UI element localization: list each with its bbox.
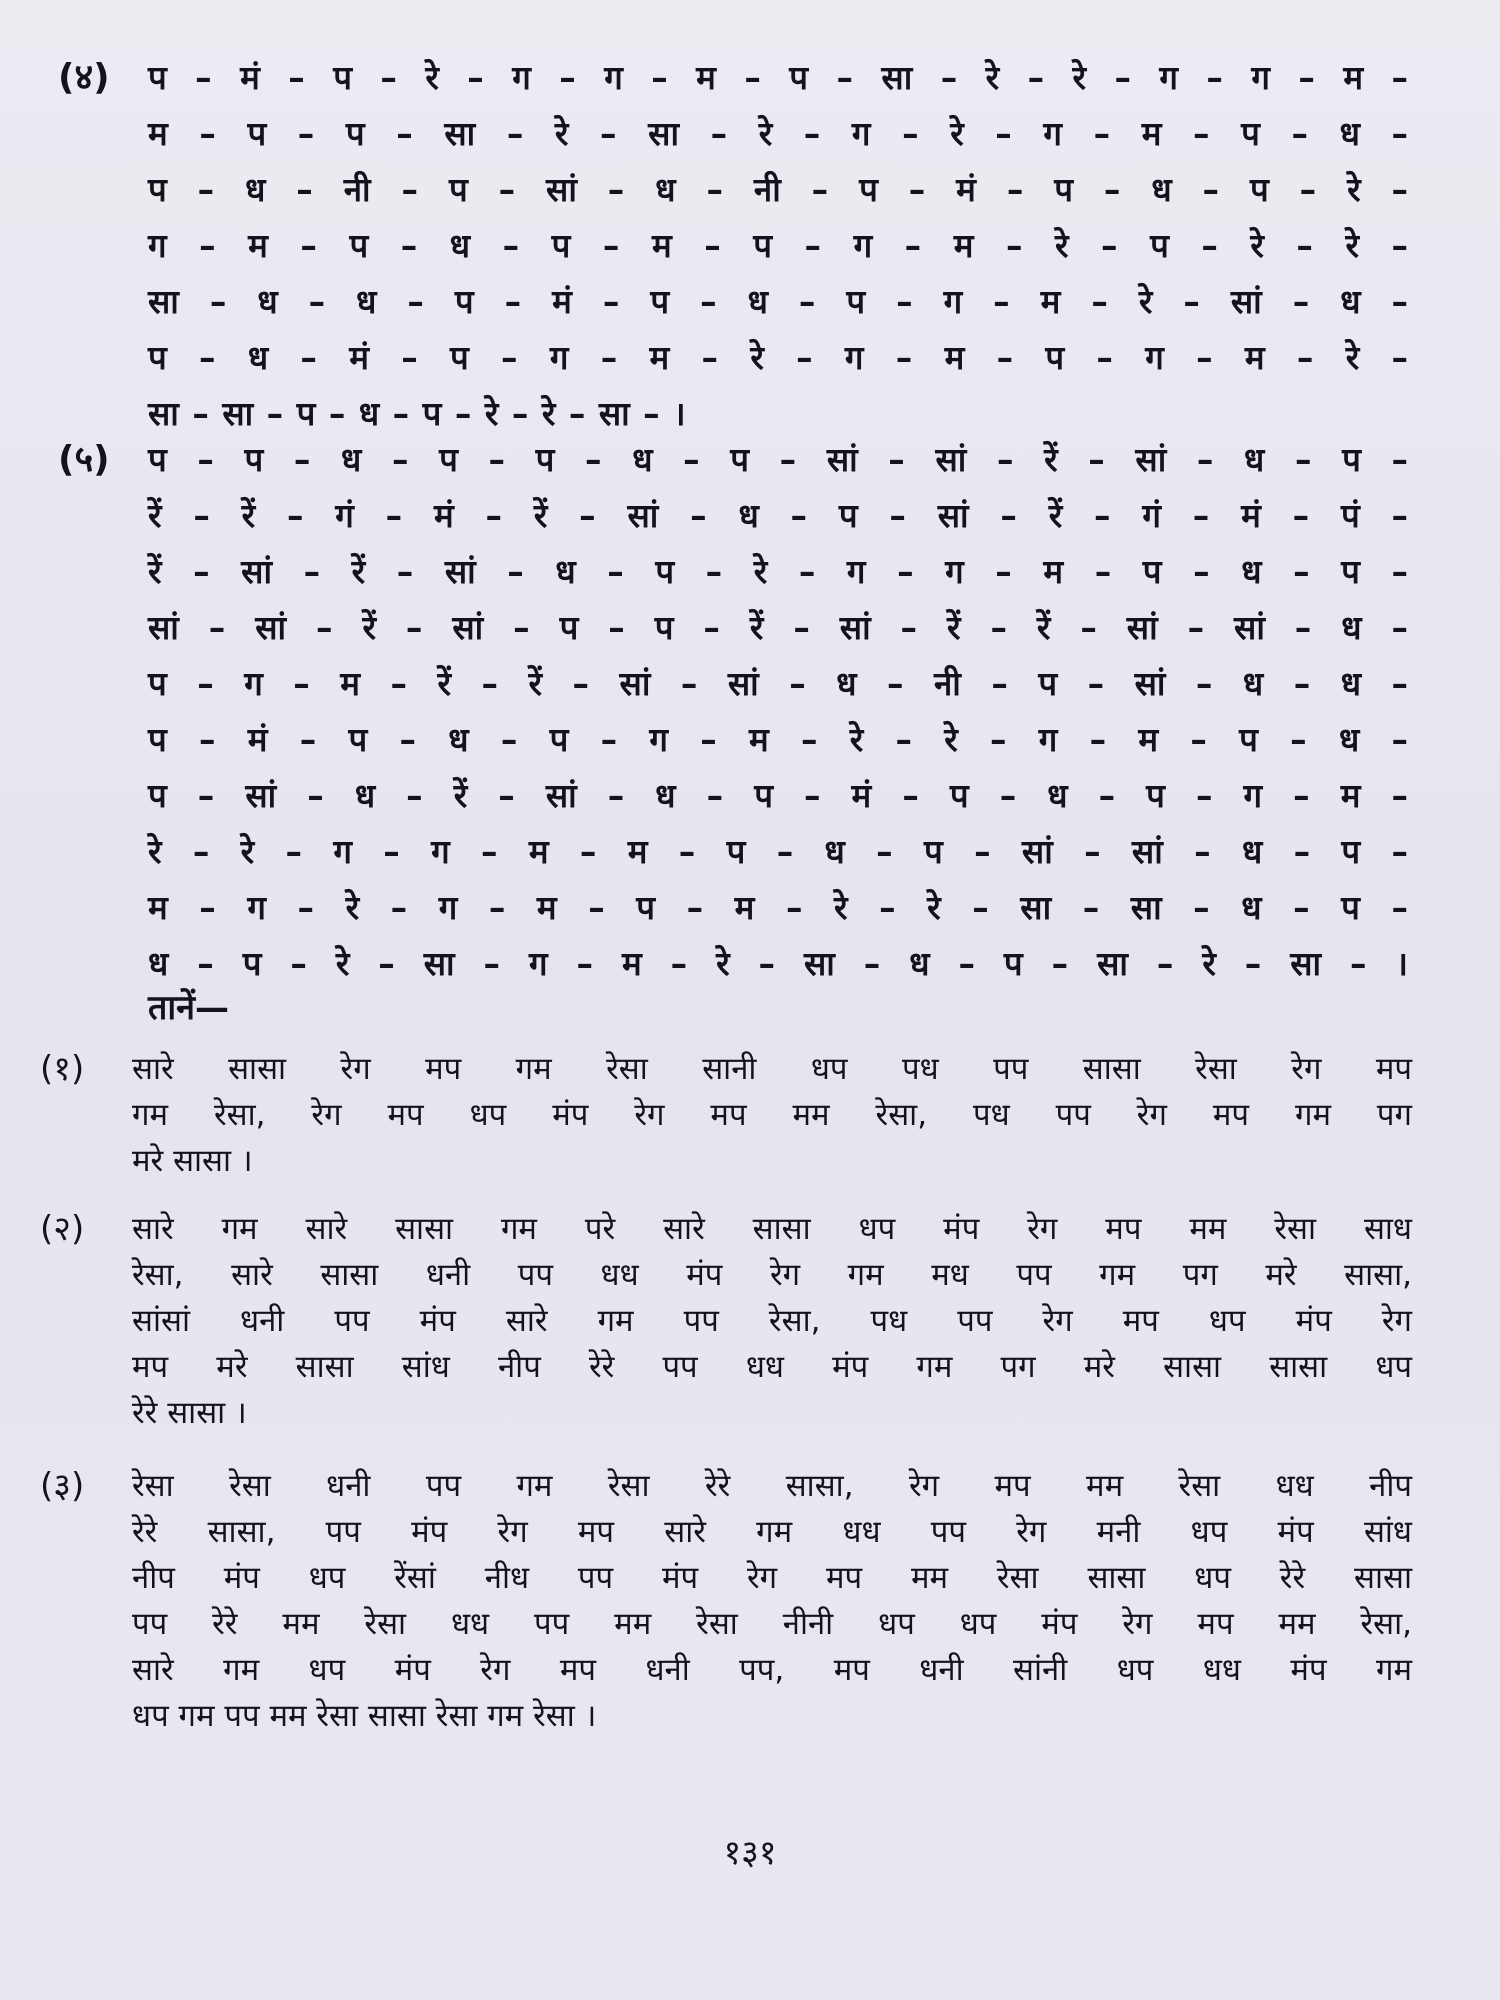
- taan-line: मरे सासा ।: [132, 1143, 253, 1179]
- notation-line: रे – रे – ग – ग – म – म – प – ध – प – सां – सां – ध – प –: [148, 832, 1408, 871]
- taan-line: रेसा, सारे सासा धनी पप धध मंप रेग गम मध पप गम पग मरे सासा,: [132, 1257, 1412, 1293]
- notation-line: प – मं – प – ध – प – ग – म – रे – रे – ग – म – प – ध –: [148, 720, 1408, 759]
- taan-line: रेरे सासा ।: [132, 1395, 247, 1431]
- taan-line: सारे गम धप मंप रेग मप धनी पप, मप धनी सांनी धप धध मंप गम: [132, 1652, 1412, 1688]
- sargam-item-5: [58, 432, 1408, 992]
- taan-item-3: [40, 1463, 1412, 1739]
- notation-lines: [148, 50, 1408, 442]
- taan-lines: [132, 1463, 1412, 1739]
- page-number: १३१: [723, 1833, 777, 1873]
- taan-lines: [132, 1206, 1412, 1436]
- notation-line: प – प – ध – प – प – ध – प – सां – सां – रें – सां – ध – प –: [148, 440, 1408, 479]
- notation-line: ग – म – प – ध – प – म – प – ग – म – रे – प – रे – रे –: [148, 226, 1408, 265]
- taan-line: मप मरे सासा सांध नीप रेरे पप धध मंप गम पग मरे सासा सासा धप: [132, 1349, 1412, 1385]
- item-number: (३): [40, 1466, 85, 1506]
- notation-line: प – ध – नी – प – सां – ध – नी – प – मं – प – ध – प – रे –: [148, 170, 1408, 209]
- taan-line: धप गम पप मम रेसा सासा रेसा गम रेसा ।: [132, 1698, 597, 1734]
- taan-line: नीप मंप धप रेंसां नीध पप मंप रेग मप मम रेसा सासा धप रेरे सासा: [132, 1560, 1412, 1596]
- notation-line: रें – रें – गं – मं – रें – सां – ध – प – सां – रें – गं – मं – पं –: [148, 496, 1408, 535]
- notation-line: प – ध – मं – प – ग – म – रे – ग – म – प – ग – म – रे –: [148, 338, 1408, 377]
- notation-line: सा – सा – प – ध – प – रे – रे – सा – ।: [148, 394, 686, 433]
- taan-item-1: [40, 1046, 1412, 1184]
- taan-line: रेसा रेसा धनी पप गम रेसा रेरे सासा, रेग मप मम रेसा धध नीप: [132, 1468, 1412, 1504]
- taan-line: पप रेरे मम रेसा धध पप मम रेसा नीनी धप धप मंप रेग मप मम रेसा,: [132, 1606, 1412, 1642]
- notation-line: प – ग – म – रें – रें – सां – सां – ध – नी – प – सां – ध – ध –: [148, 664, 1408, 703]
- notation-line: प – सां – ध – रें – सां – ध – प – मं – प – ध – प – ग – म –: [148, 776, 1408, 815]
- taan-item-2: [40, 1206, 1412, 1436]
- taan-line: सांसां धनी पप मंप सारे गम पप रेसा, पध पप रेग मप धप मंप रेग: [132, 1303, 1412, 1339]
- taan-line: सारे गम सारे सासा गम परे सारे सासा धप मंप रेग मप मम रेसा साध: [132, 1211, 1412, 1247]
- notation-line: सा – ध – ध – प – मं – प – ध – प – ग – म – रे – सां – ध –: [148, 282, 1408, 321]
- notation-line: म – प – प – सा – रे – सा – रे – ग – रे – ग – म – प – ध –: [148, 114, 1408, 153]
- sargam-item-4: [58, 50, 1408, 442]
- notation-line: ध – प – रे – सा – ग – म – रे – सा – ध – प – सा – रे – सा – ।: [148, 944, 1408, 983]
- item-number: (४): [58, 57, 110, 98]
- notation-lines: [148, 432, 1408, 992]
- taan-line: रेरे सासा, पप मंप रेग मप सारे गम धध पप रेग मनी धप मंप सांध: [132, 1514, 1412, 1550]
- item-number: (५): [58, 439, 110, 480]
- notation-line: प – मं – प – रे – ग – ग – म – प – सा – रे – रे – ग – ग – म –: [148, 58, 1408, 97]
- taan-heading: तानें—: [148, 988, 230, 1028]
- item-number: (२): [40, 1209, 85, 1249]
- notation-line: म – ग – रे – ग – म – प – म – रे – रे – सा – सा – ध – प –: [148, 888, 1408, 927]
- taan-line: गम रेसा, रेग मप धप मंप रेग मप मम रेसा, पध पप रेग मप गम पग: [132, 1097, 1412, 1133]
- notation-line: सां – सां – रें – सां – प – प – रें – सां – रें – रें – सां – सां – ध –: [148, 608, 1408, 647]
- taan-line: सारे सासा रेग मप गम रेसा सानी धप पध पप सासा रेसा रेग मप: [132, 1051, 1412, 1087]
- item-number: (१): [40, 1049, 85, 1089]
- notation-line: रें – सां – रें – सां – ध – प – रे – ग – ग – म – प – ध – प –: [148, 552, 1408, 591]
- taan-lines: [132, 1046, 1412, 1184]
